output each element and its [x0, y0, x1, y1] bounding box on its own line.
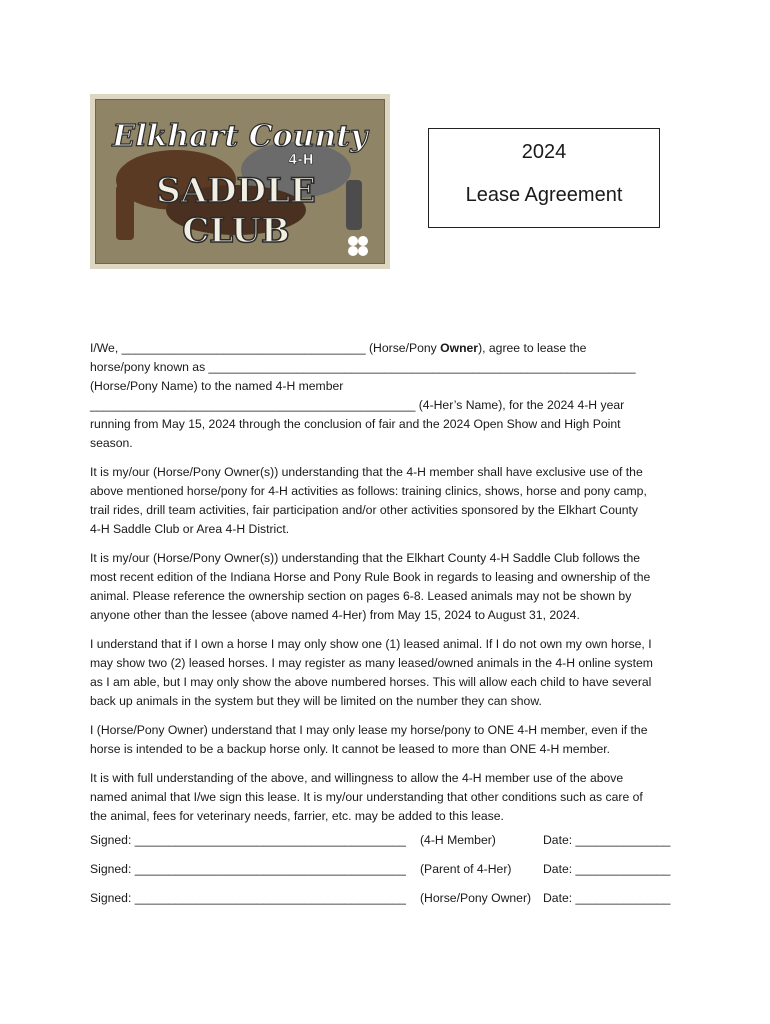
text-line	[90, 339, 682, 358]
text-line: (Horse/Pony Name) to the named 4-H member	[90, 379, 344, 393]
text-line: trail rides, drill team activities, fair participation and/or other activities sponsored by the Elkhart County	[90, 503, 639, 517]
text-line: I understand that if I own a horse I may only show one (1) leased animal. If I do not own my own horse, I	[90, 637, 652, 651]
text-line: I (Horse/Pony Owner) understand that I may only lease my horse/pony to ONE 4-H member, even if the	[90, 723, 648, 737]
club-logo	[90, 94, 390, 269]
text-line: named animal that I/we sign this lease. It is my/our understanding that other conditions such as care of	[90, 790, 643, 804]
paragraph-show-limits	[90, 635, 682, 711]
signature-field[interactable]: Signed: ________________________________________	[90, 891, 406, 905]
title-heading: Lease Agreement	[465, 184, 623, 206]
text-line: the animal, fees for veterinary needs, farrier, etc. may be added to this lease.	[90, 809, 504, 823]
signature-field[interactable]: Signed: ________________________________________	[90, 862, 406, 876]
paragraph-one-member	[90, 721, 682, 759]
text-line: animal. Please reference the ownership section on pages 6-8. Leased animals may not be shown by	[90, 589, 632, 603]
text-line: It is with full understanding of the above, and willingness to allow the 4-H member use of the above	[90, 771, 624, 785]
paragraph-understanding	[90, 769, 682, 826]
text-segment: I/We, ____________________________________ (Horse/Pony	[90, 341, 441, 355]
text-line: It is my/our (Horse/Pony Owner(s)) understanding that the Elkhart County 4-H Saddle Club follows the	[90, 551, 641, 565]
date-field[interactable]: Date: ______________	[543, 891, 671, 905]
logo-panel	[95, 99, 385, 264]
signature-role: (4-H Member)	[420, 833, 496, 847]
date-field[interactable]: Date: ______________	[543, 833, 671, 847]
title-box	[428, 128, 660, 228]
text-line: may show two (2) leased horses. I may register as many leased/owned animals in the 4-H online system	[90, 656, 653, 670]
date-field[interactable]: Date: ______________	[543, 862, 671, 876]
text-line: most recent edition of the Indiana Horse and Pony Rule Book in regards to leasing and ownership of the	[90, 570, 651, 584]
logo-line3: CLUB	[182, 211, 290, 251]
text-line: ________________________________________________ (4-Her’s Name), for the 2024 4-H year	[90, 398, 625, 412]
logo-art	[96, 100, 384, 263]
horse-leg-icon	[346, 180, 362, 230]
signature-field[interactable]: Signed: ________________________________________	[90, 833, 406, 847]
logo-line1: Elkhart County	[112, 119, 368, 154]
text-line: season.	[90, 436, 133, 450]
text-line: back up animals in the system but they will be limited on the number they can show.	[90, 694, 542, 708]
text-line: above mentioned horse/pony for 4-H activities as follows: training clinics, shows, horse and pony camp,	[90, 484, 647, 498]
text-line: horse/pony known as _______________________________________________________________	[90, 360, 636, 374]
signature-role: (Parent of 4-Her)	[420, 862, 512, 876]
clover-icon	[348, 236, 368, 256]
paragraph-lease-terms	[90, 339, 682, 453]
text-line: anyone other than the lessee (above named 4-Her) from May 15, 2024 to August 31, 2024.	[90, 608, 580, 622]
horse-leg-icon	[116, 185, 134, 240]
paragraph-rule-book	[90, 549, 682, 625]
signature-role: (Horse/Pony Owner)	[420, 891, 532, 905]
paragraph-exclusive-use	[90, 463, 682, 539]
agreement-body	[90, 339, 682, 836]
title-year: 2024	[521, 141, 567, 163]
text-line: It is my/our (Horse/Pony Owner(s)) understanding that the 4-H member shall have exclusive use of the	[90, 465, 643, 479]
logo-line2: SADDLE	[156, 171, 316, 211]
text-line: running from May 15, 2024 through the conclusion of fair and the 2024 Open Show and High Point	[90, 417, 621, 431]
logo-badge: 4-H	[288, 153, 314, 168]
text-segment: ), agree to lease the	[478, 341, 587, 355]
owner-emphasis: Owner	[440, 341, 479, 355]
text-line: as I am able, but I may only show the above numbered horses. This will allow each child to have several	[90, 675, 652, 689]
text-line: horse is intended to be a backup horse only. It cannot be leased to more than ONE 4-H member.	[90, 742, 611, 756]
text-line: 4-H Saddle Club or Area 4-H District.	[90, 522, 290, 536]
